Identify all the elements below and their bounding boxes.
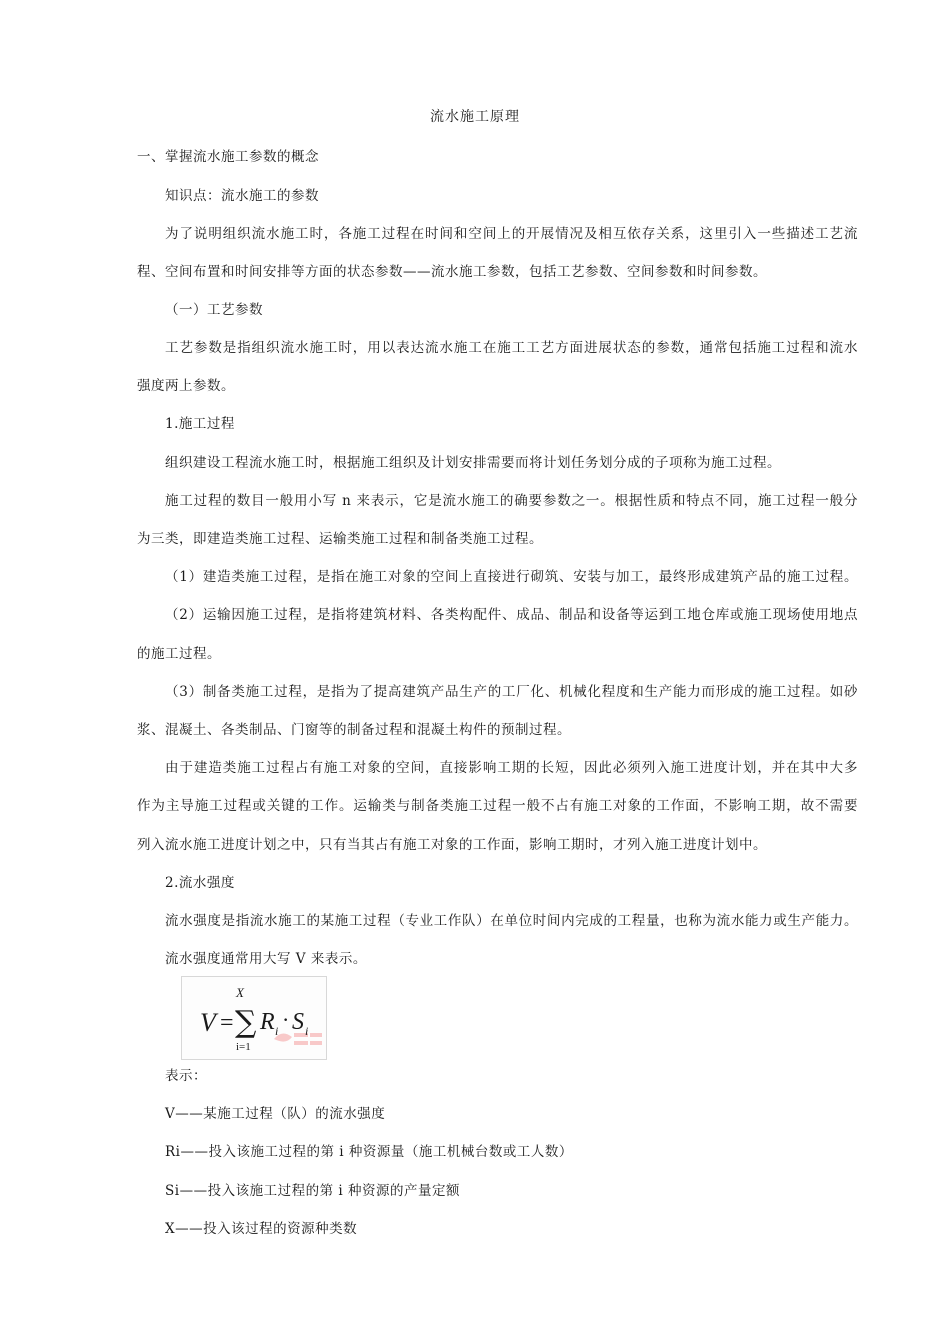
paragraph-line: （3）制备类施工过程，是指为了提高建筑产品生产的工厂化、机械化程度和生产能力而形成的施工过程。如砂 — [165, 684, 858, 700]
paragraph-line: （2）运输因施工过程，是指将建筑材料、各类构配件、成品、制品和设备等运到工地仓库或施工现场使用地点 — [165, 607, 858, 623]
paragraph-line: 组织建设工程流水施工时，根据施工组织及计划安排需要而将计划任务划分成的子项称为施工过程。 — [165, 455, 781, 471]
item-heading: 2.流水强度 — [165, 875, 235, 891]
formula-lhs: V — [200, 1008, 216, 1037]
formula-s: S — [292, 1009, 304, 1035]
subsection-heading: （一）工艺参数 — [165, 302, 263, 318]
paragraph-line: 流水强度是指流水施工的某施工过程（专业工作队）在单位时间内完成的工程量，也称为流水能力或生产能力。 — [165, 913, 858, 929]
paragraph-line: 作为主导施工过程或关键的工作。运输类与制备类施工过程一般不占有施工对象的工作面，不影响工期，故不需要 — [137, 798, 858, 814]
formula-upper-limit: X — [236, 985, 244, 1000]
paragraph-line: 为了说明组织流水施工时，各施工过程在时间和空间上的开展情况及相互依存关系，这里引入一些描述工艺流 — [165, 226, 858, 242]
definition-item: V——某施工过程（队）的流水强度 — [165, 1106, 386, 1122]
definition-item: X——投入该过程的资源种类数 — [165, 1221, 358, 1237]
formula-r: R — [260, 1009, 275, 1035]
paragraph-line: 的施工过程。 — [137, 646, 221, 662]
definition-item: Ri——投入该施工过程的第 i 种资源量（施工机械台数或工人数） — [165, 1144, 573, 1160]
paragraph-line: 流水强度通常用大写 V 来表示。 — [165, 951, 367, 967]
definition-item: Si——投入该施工过程的第 i 种资源的产量定额 — [165, 1183, 460, 1199]
formula-r-subscript: i — [275, 1024, 279, 1038]
paragraph-line: 程、空间布置和时间安排等方面的状态参数——流水施工参数，包括工艺参数、空间参数和时间参数。 — [137, 264, 767, 280]
formula-sigma: ∑ — [235, 1005, 257, 1040]
section-heading: 一、掌握流水施工参数的概念 — [137, 149, 319, 165]
formula-lower-limit: i=1 — [236, 1041, 251, 1053]
paragraph-line: 强度两上参数。 — [137, 378, 235, 394]
formula-image — [181, 976, 327, 1060]
formula-svg — [182, 977, 326, 1059]
formula-dot: · — [282, 1007, 290, 1032]
item-heading: 1.施工过程 — [165, 416, 235, 432]
paragraph-line: 由于建造类施工过程占有施工对象的空间，直接影响工期的长短，因此必须列入施工进度计划，并在其中大多 — [165, 760, 858, 776]
knowledge-point: 知识点：流水施工的参数 — [165, 188, 319, 204]
document-title: 流水施工原理 — [430, 109, 520, 125]
paragraph-line: 施工过程的数目一般用小写 n 来表示，它是流水施工的确要参数之一。根据性质和特点不同，施工过程一般分 — [165, 493, 858, 509]
paragraph-line: 列入流水施工进度计划之中，只有当其占有施工对象的工作面，影响工期时，才列入施工进度计划中。 — [137, 837, 767, 853]
paragraph-line: 浆、混凝土、各类制品、门窗等的制备过程和混凝土构件的预制过程。 — [137, 722, 571, 738]
paragraph-line: （1）建造类施工过程，是指在施工对象的空间上直接进行砌筑、安装与加工，最终形成建筑产品的施工过程。 — [165, 569, 858, 585]
paragraph-line: 工艺参数是指组织流水施工时，用以表达流水施工在施工工艺方面进展状态的参数，通常包括施工过程和流水 — [165, 340, 858, 356]
formula-s-subscript: i — [305, 1024, 309, 1038]
paragraph-line: 为三类，即建造类施工过程、运输类施工过程和制备类施工过程。 — [137, 531, 543, 547]
paragraph-line: 表示： — [165, 1068, 207, 1084]
formula-equals: = — [220, 1010, 234, 1036]
